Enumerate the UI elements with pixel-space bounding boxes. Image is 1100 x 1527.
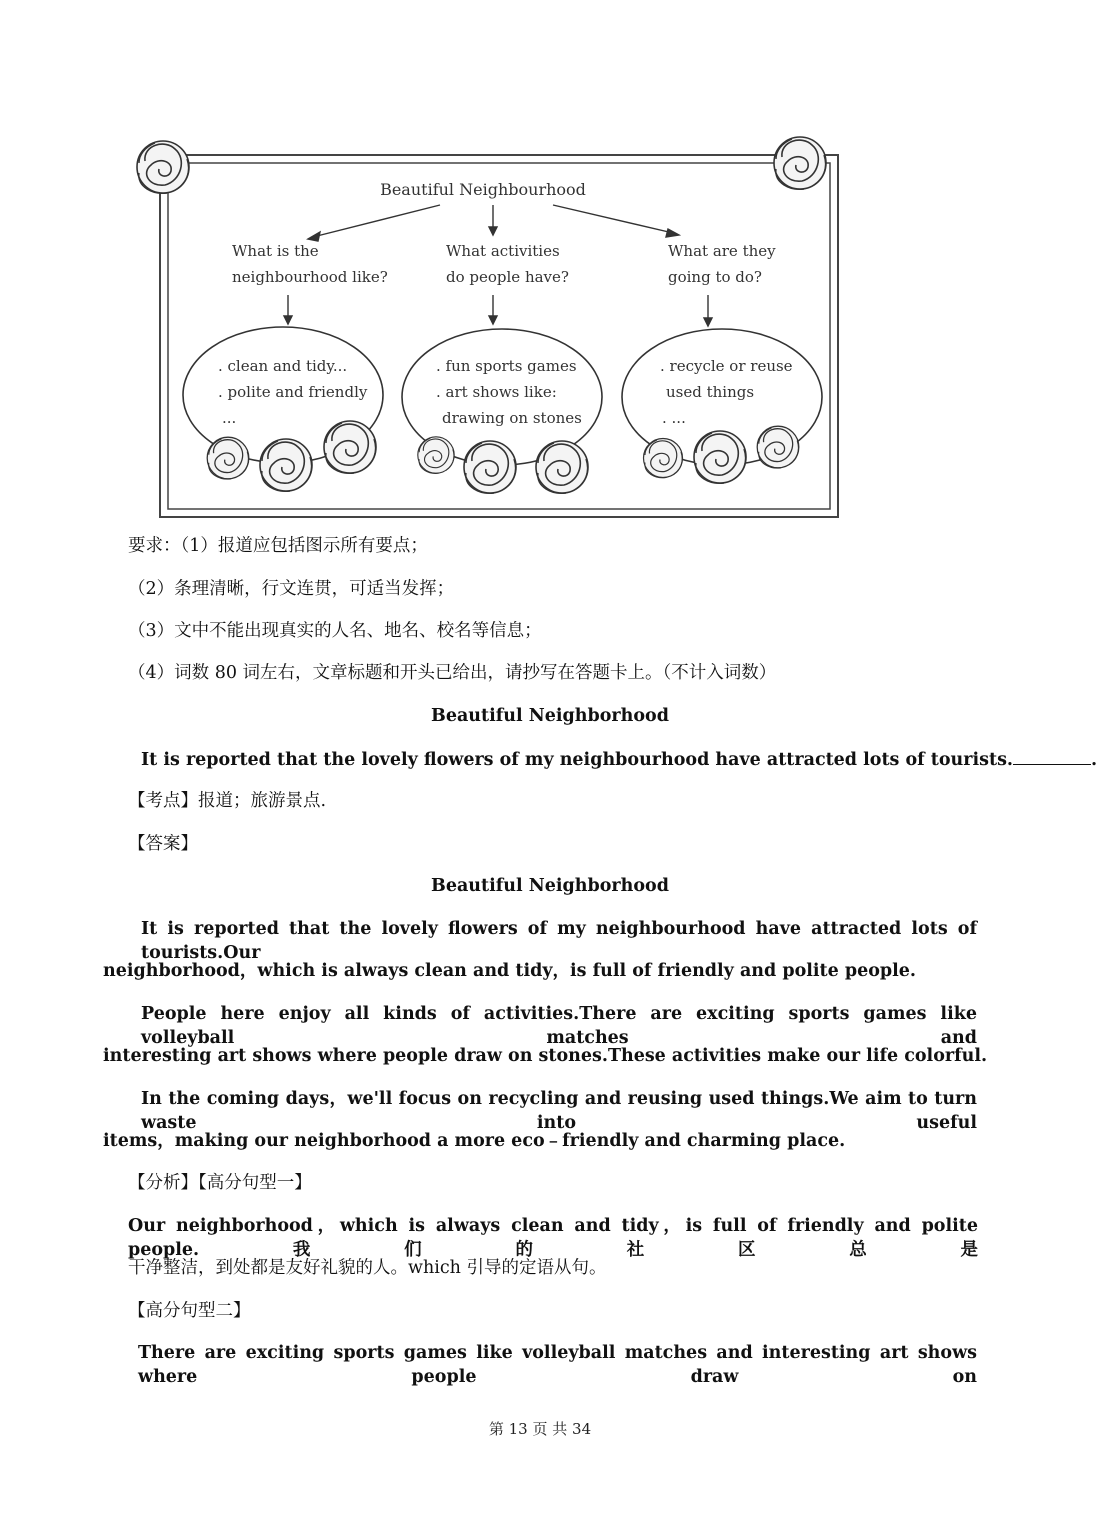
point-2-3: drawing on stones	[442, 409, 582, 427]
question-3-line-2: going to do?	[668, 268, 762, 286]
rose-oval-3-b	[694, 431, 746, 483]
question-3-line-1: What are they	[668, 242, 776, 260]
mind-map-diagram	[128, 125, 843, 523]
point-2-2: . art shows like:	[436, 383, 557, 401]
rose-oval-2-c	[536, 441, 588, 493]
answer-line-6: items，making our neighborhood a more eco﹣friendly and charming place.	[103, 1131, 846, 1151]
answer-line-3: People here enjoy all kinds of activities.There are exciting sports games like volleyball matches and	[141, 1004, 977, 1048]
rose-oval-3-a	[644, 439, 683, 478]
requirement-1: 要求：（1）报道应包括图示所有要点；	[128, 536, 428, 556]
analysis-line-1: Our neighborhood，which is always clean and tidy，is full of friendly and polite people.我们的社区总是	[128, 1216, 978, 1260]
prompt-end: .	[1091, 750, 1098, 770]
answer-title: Beautiful Neighborhood	[431, 876, 669, 896]
diagram-title: Beautiful Neighbourhood	[380, 180, 586, 199]
question-1-line-1: What is the	[232, 242, 319, 260]
rose-oval-1-a	[207, 437, 249, 479]
point-3-3: . ...	[662, 409, 686, 427]
pattern-2-line: There are exciting sports games like volleyball matches and interesting art shows where people draw on	[138, 1343, 977, 1387]
answer-line-1: It is reported that the lovely flowers of my neighbourhood have attracted lots of tourists.Our	[141, 919, 977, 963]
question-1-line-2: neighbourhood like?	[232, 268, 388, 286]
question-2-line-2: do people have?	[446, 268, 569, 286]
analysis-line-2: 干净整洁，到处都是友好礼貌的人。which 引导的定语从句。	[128, 1258, 607, 1278]
requirement-3: （3）文中不能出现真实的人名、地名、校名等信息；	[128, 621, 542, 641]
answer-line-2: neighborhood，which is always clean and tidy，is full of friendly and polite people.	[103, 961, 917, 981]
requirement-2: （2）条理清晰，行文连贯，可适当发挥；	[128, 579, 455, 599]
answer-line-5: In the coming days，we'll focus on recycling and reusing used things.We aim to turn waste into useful	[141, 1089, 977, 1133]
rose-corner-right	[774, 137, 826, 189]
point-2-1: . fun sports games	[436, 357, 577, 375]
rose-oval-2-a	[418, 437, 454, 474]
requirement-4: （4）词数 80 词左右，文章标题和开头已给出，请抄写在答题卡上。（不计入词数）	[128, 663, 777, 683]
point-3-1: . recycle or reuse	[660, 357, 793, 375]
answer-label: 【答案】	[128, 834, 198, 854]
analysis-label: 【分析】【高分句型一】	[128, 1173, 312, 1193]
point-1-1: . clean and tidy...	[218, 357, 348, 375]
rose-oval-2-b	[464, 441, 516, 493]
point-1-2: . polite and friendly	[218, 383, 368, 401]
prompt-title: Beautiful Neighborhood	[431, 706, 669, 726]
answer-blank	[1013, 747, 1091, 765]
rose-oval-3-c	[757, 426, 799, 468]
prompt-opening-text: It is reported that the lovely flowers of my neighbourhood have attracted lots of tourists.	[141, 750, 1014, 770]
question-2-line-1: What activities	[446, 242, 560, 260]
rose-corner-left	[137, 141, 189, 193]
rose-oval-1-c	[324, 421, 376, 473]
point-3-2: used things	[666, 383, 755, 401]
point-1-3: ...	[222, 409, 237, 427]
rose-oval-1-b	[260, 439, 312, 491]
pattern-2-label: 【高分句型二】	[128, 1301, 251, 1321]
prompt-opening	[141, 747, 1097, 772]
page-footer: 第 13 页 共 34	[488, 1420, 592, 1438]
answer-line-4: interesting art shows where people draw on stones.These activities make our life colorful.	[103, 1046, 988, 1066]
kaodian: 【考点】报道；旅游景点.	[128, 791, 327, 811]
